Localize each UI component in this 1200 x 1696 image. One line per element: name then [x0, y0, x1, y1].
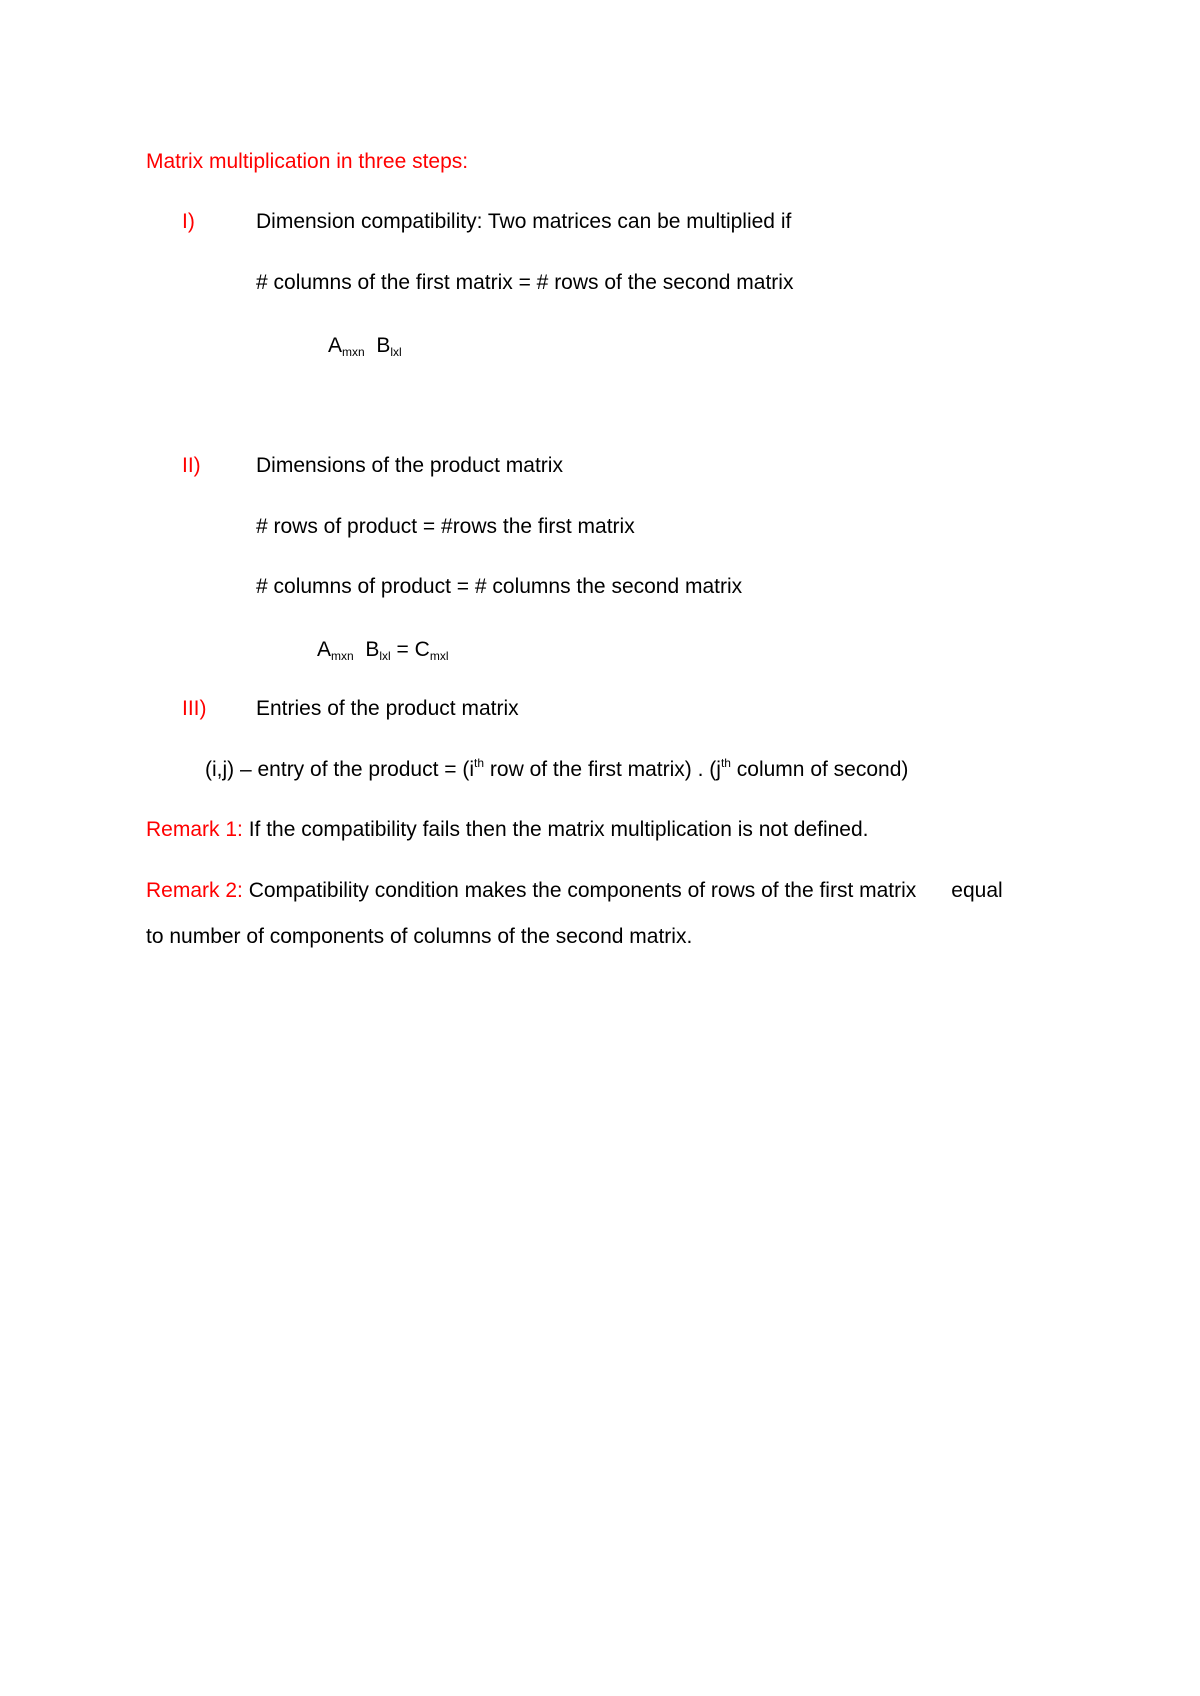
- step-2-title: Dimensions of the product matrix: [256, 454, 563, 477]
- step-1-line-1: # columns of the first matrix = # rows of the second matrix: [256, 271, 794, 294]
- step-3-label: III): [182, 697, 207, 720]
- equals-sign: =: [390, 638, 415, 661]
- step-2-formula: [317, 637, 449, 665]
- matrix-b: B: [376, 334, 391, 357]
- step-1-formula: [328, 333, 402, 361]
- remark-2-text: Compatibility condition makes the components of rows of the first matrix equal: [242, 879, 1003, 902]
- matrix-a: A: [317, 638, 332, 661]
- step-2-line-2: # columns of product = # columns the second matrix: [256, 575, 743, 598]
- entry-formula-line: [205, 757, 908, 785]
- step-1-title: Dimension compatibility: Two matrices can be multiplied if: [256, 210, 792, 233]
- remark-2: [146, 878, 1003, 904]
- remark-2-continuation: to number of components of columns of the second matrix.: [146, 925, 693, 948]
- remark-1: [146, 817, 869, 843]
- matrix-a-dimensions: mxn: [342, 345, 365, 359]
- superscript-th-2: th: [720, 756, 731, 770]
- matrix-c-dimensions: mxl: [429, 649, 449, 663]
- step-2-label: II): [182, 454, 201, 477]
- remark-2-label: Remark 2:: [146, 879, 243, 902]
- matrix-c: C: [414, 638, 430, 661]
- superscript-th-1: th: [474, 756, 485, 770]
- heading: Matrix multiplication in three steps:: [146, 150, 469, 173]
- remark-1-label: Remark 1:: [146, 818, 243, 841]
- step-1-label: I): [182, 210, 195, 233]
- step-3-title: Entries of the product matrix: [256, 697, 519, 720]
- matrix-b-dimensions: lxl: [379, 649, 391, 663]
- matrix-b-dimensions: lxl: [390, 345, 402, 359]
- entry-text-3: column of second): [730, 758, 909, 781]
- matrix-a-dimensions: mxn: [331, 649, 354, 663]
- entry-text-1: (i,j) – entry of the product = (i: [205, 758, 475, 781]
- entry-text-2: row of the first matrix) . (j: [484, 758, 721, 781]
- matrix-a: A: [328, 334, 343, 357]
- matrix-b: B: [365, 638, 380, 661]
- step-2-line-1: # rows of product = #rows the first matrix: [256, 515, 635, 538]
- remark-1-text: If the compatibility fails then the matrix multiplication is not defined.: [242, 818, 869, 841]
